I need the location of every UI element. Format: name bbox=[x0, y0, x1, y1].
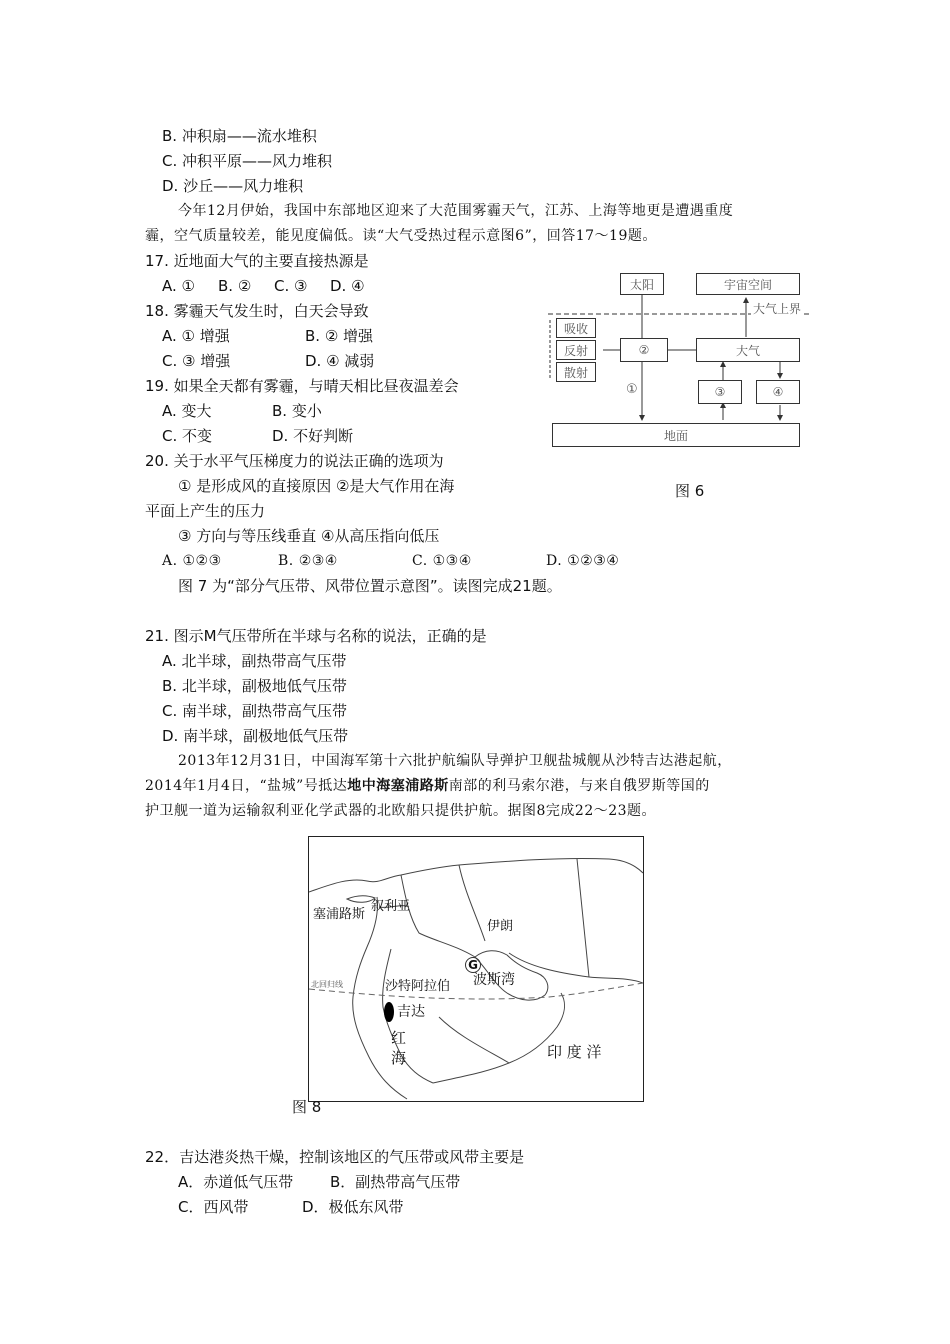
q22-option-d: D．极低东风带 bbox=[302, 1198, 404, 1216]
label-jeddah: 吉达 bbox=[397, 1004, 425, 1020]
label-g: G bbox=[465, 957, 481, 973]
q18-option-c: C. ③ 增强 bbox=[162, 352, 231, 370]
space-box: 宇宙空间 bbox=[696, 273, 800, 295]
label-red-sea-1: 红 bbox=[391, 1029, 407, 1047]
q17-stem: 17. 近地面大气的主要直接热源是 bbox=[145, 252, 369, 270]
navy-intro-line1: 2013年12月31日，中国海军第十六批护航编队导弹护卫舰盐城舰从沙特吉达港起航， bbox=[178, 753, 732, 769]
q20-option-d: D. ①②③④ bbox=[546, 553, 620, 569]
q18-option-d: D. ④ 减弱 bbox=[305, 352, 375, 370]
iran-east-border bbox=[577, 859, 589, 977]
label-iran: 伊朗 bbox=[487, 919, 514, 934]
jeddah-marker bbox=[384, 1002, 394, 1022]
label-cyprus: 塞浦路斯 bbox=[313, 907, 366, 922]
q22-stem: 22．吉达港炎热干燥，控制该地区的气压带或风带主要是 bbox=[145, 1148, 525, 1166]
q19-option-a: A. 变大 bbox=[162, 402, 212, 420]
q18-option-b: B. ② 增强 bbox=[305, 327, 374, 345]
navy-intro-highlight: 地中海塞浦路斯 bbox=[347, 778, 449, 794]
q17-option-b: B. ② bbox=[218, 277, 252, 295]
south-arabia-coast bbox=[433, 993, 564, 1083]
q22-option-a: A．赤道低气压带 bbox=[178, 1173, 294, 1191]
iran-coast bbox=[509, 953, 643, 983]
q20-statement-line2: 平面上产生的压力 bbox=[145, 502, 266, 520]
figure-8-caption: 图 8 bbox=[292, 1098, 322, 1116]
q20-stem: 20. 关于水平气压梯度力的说法正确的选项为 bbox=[145, 452, 444, 470]
q21-option-c: C. 南半球，副热带高气压带 bbox=[162, 702, 348, 720]
q20-option-b: B. ②③④ bbox=[278, 553, 338, 569]
figure-8-map bbox=[308, 836, 644, 1102]
scatter-box: 散射 bbox=[556, 362, 596, 382]
yemen-border bbox=[439, 1017, 509, 1063]
upper-atmosphere-label: 大气上界 bbox=[753, 302, 802, 316]
q16-option-b: B. 冲积扇——流水堆积 bbox=[162, 127, 317, 145]
q16-option-d: D. 沙丘——风力堆积 bbox=[162, 177, 304, 195]
q22-option-c: C．西风带 bbox=[178, 1198, 249, 1216]
q17-option-d: D. ④ bbox=[330, 277, 365, 295]
q22-option-b: B．副热带高气压带 bbox=[330, 1173, 461, 1191]
q19-stem: 19. 如果全天都有雾霾，与晴天相比昼夜温差会 bbox=[145, 377, 459, 395]
box-4: ④ bbox=[756, 380, 800, 404]
atmosphere-box: 大气 bbox=[696, 338, 800, 362]
ground-box: 地面 bbox=[552, 423, 800, 447]
navy-intro-line2-c: 南部的利马索尔港，与来自俄罗斯等国的 bbox=[448, 778, 710, 794]
q18-option-a: A. ① 增强 bbox=[162, 327, 230, 345]
q16-option-c: C. 冲积平原——风力堆积 bbox=[162, 152, 333, 170]
label-syria: 叙利亚 bbox=[371, 899, 411, 914]
q18-stem: 18. 雾霾天气发生时，白天会导致 bbox=[145, 302, 369, 320]
fog-intro-line1: 今年12月伊始，我国中东部地区迎来了大范围雾霾天气，江苏、上海等地更是遭遇重度 bbox=[178, 203, 734, 219]
turkey-coast bbox=[309, 865, 459, 892]
navy-intro-line3: 护卫舰一道为运输叙利亚化学武器的北欧船只提供护航。据图8完成22～23题。 bbox=[145, 803, 657, 819]
label-persian-gulf: 波斯湾 bbox=[473, 972, 515, 988]
label-red-sea-2: 海 bbox=[391, 1049, 407, 1067]
q21-option-d: D. 南半球，副极地低气压带 bbox=[162, 727, 349, 745]
q20-statement-line1: ① 是形成风的直接原因 ②是大气作用在海 bbox=[178, 477, 455, 495]
iraq-border bbox=[401, 875, 475, 957]
figure-7-intro: 图 7 为“部分气压带、风带位置示意图”。读图完成21题。 bbox=[178, 577, 562, 595]
fog-intro-line2: 霾，空气质量较差，能见度偏低。读“大气受热过程示意图6”，回答17～19题。 bbox=[145, 228, 657, 244]
q20-option-c: C. ①③④ bbox=[412, 553, 472, 569]
figure-6-diagram bbox=[548, 270, 810, 450]
label-indian-ocean: 印 度 洋 bbox=[547, 1043, 602, 1061]
q20-option-a: A. ①②③ bbox=[162, 553, 222, 569]
q17-option-a: A. ① bbox=[162, 277, 195, 295]
figure-6-caption: 图 6 bbox=[675, 482, 705, 500]
label-tropic: 北回归线 bbox=[311, 980, 343, 989]
label-1: ① bbox=[626, 382, 638, 397]
box-2: ② bbox=[620, 338, 668, 362]
north-border bbox=[459, 858, 643, 873]
q19-option-c: C. 不变 bbox=[162, 427, 213, 445]
red-sea-west-coast bbox=[353, 897, 407, 1099]
q19-option-b: B. 变小 bbox=[272, 402, 322, 420]
iraq-iran-border bbox=[459, 865, 485, 941]
q21-option-b: B. 北半球，副极地低气压带 bbox=[162, 677, 347, 695]
label-saudi-arabia: 沙特阿拉伯 bbox=[385, 979, 451, 994]
box-3: ③ bbox=[698, 380, 742, 404]
q20-statement-line3: ③ 方向与等压线垂直 ④从高压指向低压 bbox=[178, 527, 440, 545]
sun-box: 太阳 bbox=[620, 273, 664, 295]
q21-option-a: A. 北半球，副热带高气压带 bbox=[162, 652, 347, 670]
q21-stem: 21. 图示M气压带所在半球与名称的说法，正确的是 bbox=[145, 627, 487, 645]
navy-intro-line2-a: 2014年1月4日，“盐城”号抵达 bbox=[145, 778, 348, 794]
q19-option-d: D. 不好判断 bbox=[272, 427, 354, 445]
reflect-box: 反射 bbox=[556, 340, 596, 360]
navy-intro-line2 bbox=[145, 776, 710, 796]
absorb-box: 吸收 bbox=[556, 318, 596, 338]
q17-option-c: C. ③ bbox=[274, 277, 308, 295]
